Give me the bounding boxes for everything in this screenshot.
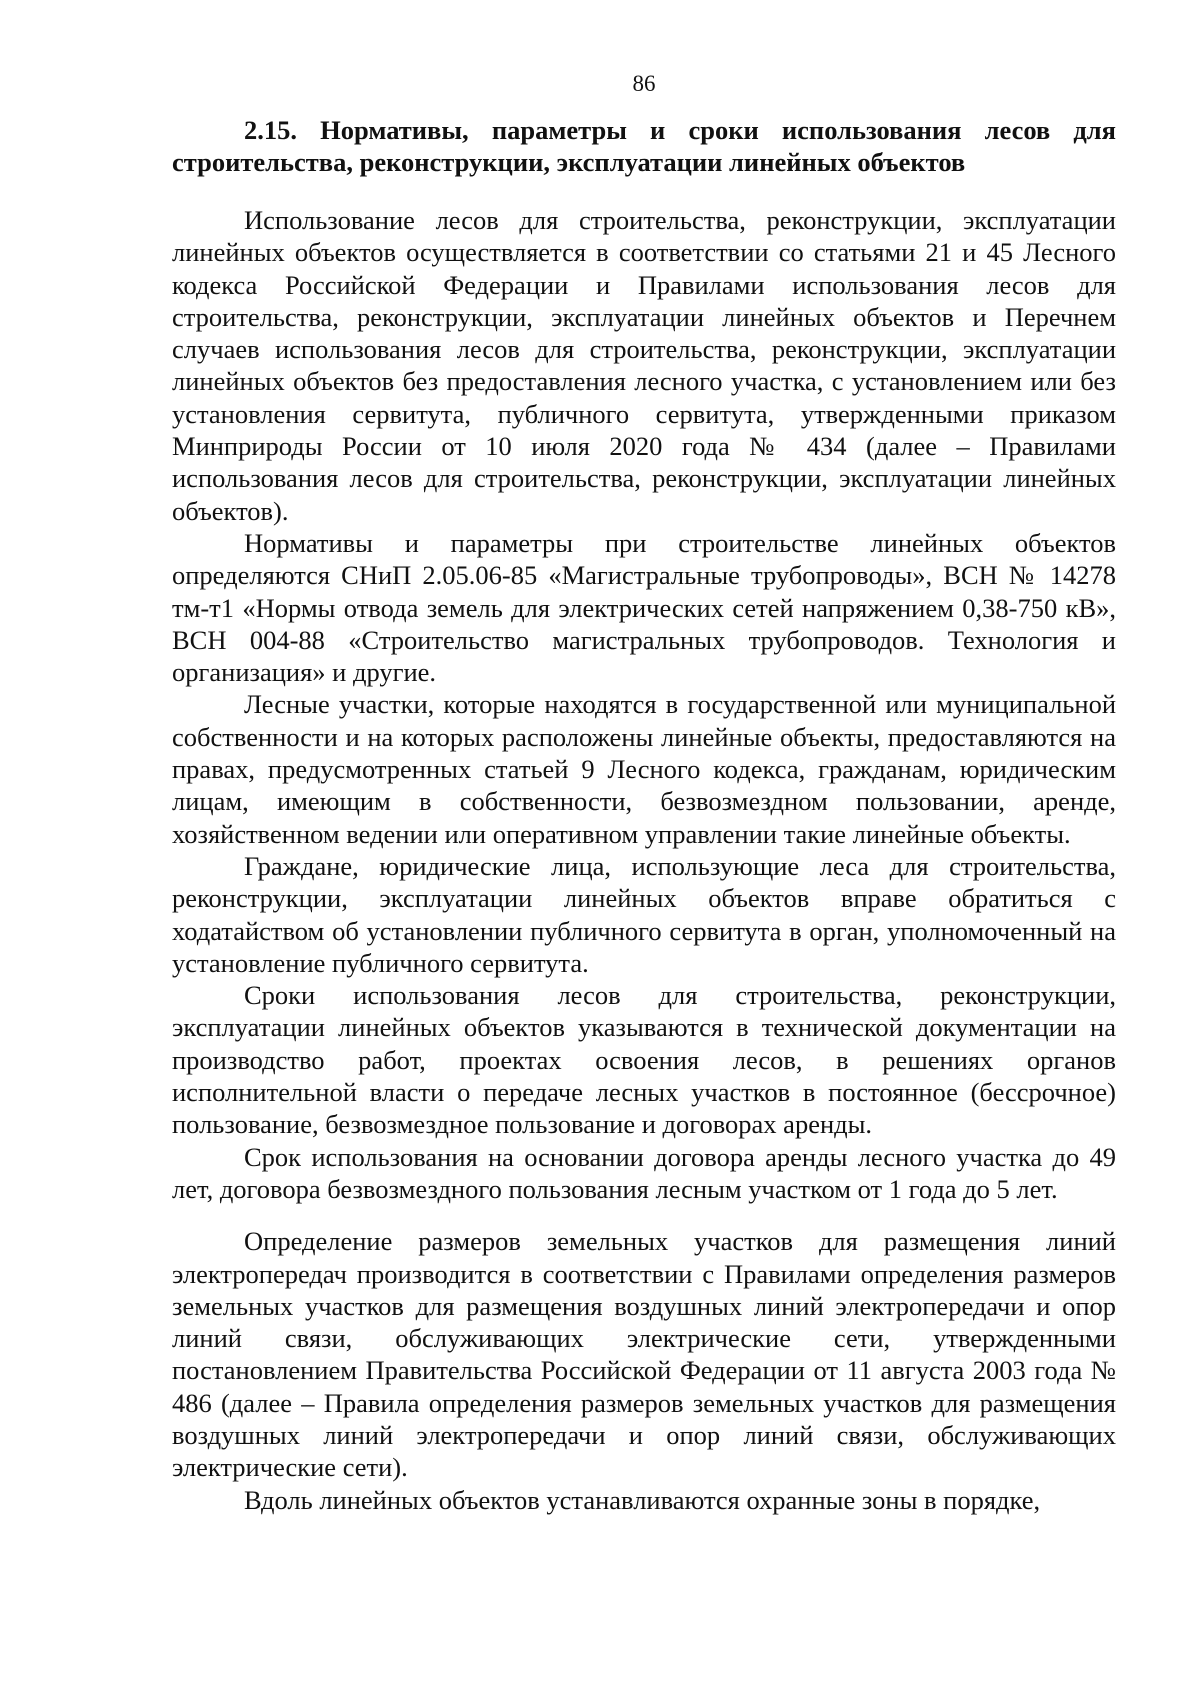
page-number: 86 bbox=[632, 71, 656, 96]
paragraph: Нормативы и параметры при строительстве линейных объектов определяются СНиП 2.05.06-85 «Магистральные трубопроводы», ВСН № 14278 тм-т1 «Нормы отвода земель для электрических сетей напряжением 0,38-750 кВ», ВСН 004-88 «Строительство магистральных трубопроводов. Технология и организация» и другие. bbox=[172, 527, 1116, 688]
paragraph: Определение размеров земельных участков для размещения линий электропередач производится в соответствии с Правилами определения размеров земельных участков для размещения воздушных линий электропередачи и опор линий связи, обслуживающих электрические сети, утвержденными постановлением Правительства Российской Федерации от 11 августа 2003 года № 486 (далее – Правила определения размеров земельных участков для размещения воздушных линий электропередачи и опор линий связи, обслуживающих электрические сети). bbox=[172, 1226, 1116, 1483]
paragraph: Использование лесов для строительства, реконструкции, эксплуатации линейных объектов осуществляется в соответствии со статьями 21 и 45 Лесного кодекса Российской Федерации и Правилами использования лесов для строительства, реконструкции, эксплуатации линейных объектов и Перечнем случаев использования лесов для строительства, реконструкции, эксплуатации линейных объектов без предоставления лесного участка, с установлением или без установления сервитута, публичного сервитута, утвержденными приказом Минприроды России от 10 июля 2020 года № 434 (далее – Правилами использования лесов для строительства, реконструкции, эксплуатации линейных объектов). bbox=[172, 205, 1116, 526]
body-text bbox=[172, 204, 1116, 1516]
paragraph: Сроки использования лесов для строительства, реконструкции, эксплуатации линейных объектов указываются в технической документации на производство работ, проектах освоения лесов, в решениях органов исполнительной власти о передаче лесных участков в постоянное (бессрочное) пользование, безвозмездное пользование и договорах аренды. bbox=[172, 980, 1116, 1140]
paragraph: Срок использования на основании договора аренды лесного участка до 49 лет, договора безвозмездного пользования лесным участком от 1 года до 5 лет. bbox=[172, 1141, 1116, 1204]
document-page bbox=[172, 70, 1116, 1516]
paragraph: Граждане, юридические лица, использующие леса для строительства, реконструкции, эксплуатации линейных объектов вправе обратиться с ходатайством об установлении публичного сервитута в орган, уполномоченный на установление публичного сервитута. bbox=[172, 850, 1116, 978]
paragraph: Вдоль линейных объектов устанавливаются охранные зоны в порядке, bbox=[244, 1484, 1041, 1515]
section-title: 2.15. Нормативы, параметры и сроки использования лесов для строительства, реконструкции, эксплуатации линейных объектов bbox=[172, 115, 1116, 177]
paragraph: Лесные участки, которые находятся в государственной или муниципальной собственности и на которых расположены линейные объекты, предоставляются на правах, предусмотренных статьей 9 Лесного кодекса, гражданам, юридическим лицам, имеющим в собственности, безвозмездном пользовании, аренде, хозяйственном ведении или оперативном управлении такие линейные объекты. bbox=[172, 689, 1116, 849]
